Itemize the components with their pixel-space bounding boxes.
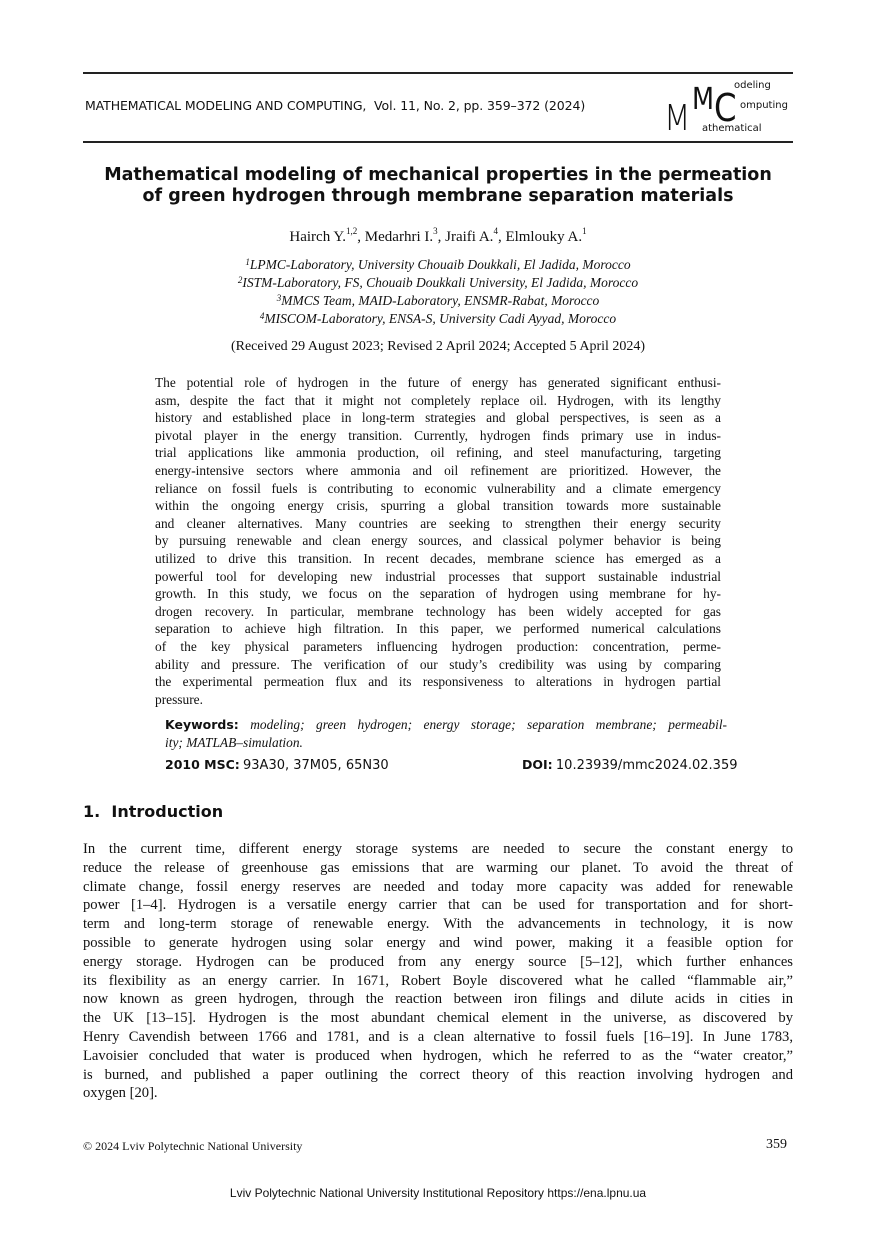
introduction-body <box>83 840 793 1103</box>
author-name: Jraifi A. <box>445 229 494 245</box>
msc-label: 2010 MSC: <box>165 757 240 772</box>
affiliation <box>83 310 793 328</box>
section-number: 1. <box>83 802 101 821</box>
affiliation <box>83 274 793 292</box>
doi-link[interactable]: 10.23939/mmc2024.02.359 <box>555 758 738 773</box>
logo-text: athematical <box>702 123 762 134</box>
author-name: Hairch Y. <box>289 229 347 245</box>
logo-letter: C <box>714 86 737 130</box>
header-rule-bottom <box>83 141 793 143</box>
author-affiliation-mark: 1,2 <box>346 226 358 236</box>
submission-dates: (Received 29 August 2023; Revised 2 April 2024; Accepted 5 April 2024) <box>230 339 646 354</box>
text-line: the UK [13–15]. Hydrogen is the most abundant chemical element in the universe, as discovered by <box>83 1010 793 1027</box>
logo-text: omputing <box>740 100 788 111</box>
title-line: of green hydrogen through membrane separation materials <box>142 186 734 206</box>
text-line: reliance on fossil fuels is contributing to economic vulnerability and a climate emergency <box>155 480 721 496</box>
text-line: asm, despite the fact that it might not completely replace oil. Hydrogen, with its lengthy <box>155 392 721 408</box>
text-line: growth. In this study, we focus on the separation of hydrogen using membrane for hy- <box>155 586 721 602</box>
text-line: ability and pressure. The verification of our study’s credibility was using by comparing <box>155 656 721 672</box>
affiliation-mark: 1 <box>245 257 250 267</box>
doi <box>522 757 738 773</box>
affiliation-mark: 2 <box>237 275 243 285</box>
logo-letter: M <box>664 98 691 139</box>
author-affiliation-mark: 1 <box>582 226 587 236</box>
author-name: Medarhri I. <box>364 229 434 245</box>
title-line: Mathematical modeling of mechanical properties in the permeation <box>104 165 772 185</box>
section-title: Introduction <box>111 802 224 821</box>
logo-letter: M <box>692 82 715 117</box>
author-list: Hairch Y.$^{1,2}$, Medarhri I.$^3$, Jraifi A.$^4$, Elmlouky A.$^1$ <box>289 226 587 245</box>
msc-classification <box>165 757 389 773</box>
copyright: © 2024 Lviv Polytechnic National University <box>83 1139 303 1153</box>
text-line: utilized to drive this transition. In recent decades, membrane science has emerged as a <box>155 550 721 566</box>
affiliation <box>83 292 793 310</box>
text-line: trial applications like ammonia production, oil refining, and steel manufacturing, targeting <box>155 445 721 461</box>
affiliation-text: LPMC-Laboratory, University Chouaib Doukkali, El Jadida, Morocco <box>249 257 631 272</box>
text-line: power [1–4]. Hydrogen is a versatile energy carrier that can be used for transportation and for short- <box>83 897 793 914</box>
doi-label: DOI: <box>522 757 553 772</box>
text-line: powerful tool for developing new industrial processes that support sustainable industrial <box>155 568 721 584</box>
text-line: by pursuing renewable and clean energy sources, and classical polymer behavior is being <box>155 533 721 549</box>
text-line: now known as green hydrogen, through the reaction between iron filings and dilute acids in cities in <box>83 991 793 1008</box>
text-line: the experimental permeation flux and its responsiveness to alterations in hydrogen partial <box>155 674 721 690</box>
text-line: possible to generate hydrogen using solar energy and wind power, making it a feasible option for <box>83 934 793 951</box>
text-line: is burned, and published a paper outlining the correct theory of this reaction involving hydrogen and <box>83 1066 793 1083</box>
author-affiliation-mark: 4 <box>493 226 498 236</box>
text-line: within the ongoing energy crisis, spurring a global transition towards more sustainable <box>155 498 721 514</box>
header-rule-top <box>83 72 793 74</box>
text-line: drogen recovery. In particular, membrane technology has been widely accepted for gas <box>155 603 721 619</box>
affiliations <box>83 256 793 328</box>
text-line: reduce the release of greenhouse gas emissions that are warming our planet. To avoid the threat of <box>83 859 793 876</box>
text-line: and cleaner alternatives. Many countries are seeking to strengthen their energy security <box>155 515 721 531</box>
keywords <box>165 716 727 752</box>
author-affiliation-mark: 3 <box>433 226 438 236</box>
text-line: pivotal player in the energy transition. Currently, hydrogen finds primary use in indus- <box>155 427 721 443</box>
text-line: of the key physical parameters influencing hydrogen production: concentration, perme- <box>155 638 721 654</box>
repository-footer: Lviv Polytechnic National University Institutional Repository https://ena.lpnu.ua <box>229 1186 647 1200</box>
journal-logo <box>664 80 794 140</box>
affiliation-text: ISTM-Laboratory, FS, Chouaib Doukkali University, El Jadida, Morocco <box>242 275 639 290</box>
text-line: history and established place in long-term strategies and global perspectives, is seen as a <box>155 410 721 426</box>
logo-text: odeling <box>734 80 771 91</box>
text-line: energy storage. Hydrogen can be produced from any energy source [5–12], which further enhances <box>83 953 793 970</box>
author-name: Elmlouky A. <box>505 229 583 245</box>
text-line: oxygen [20]. <box>83 1085 158 1102</box>
text-line: Lavoisier concluded that water is produced when hydrogen, which he referred to as the “water creator,” <box>83 1047 793 1064</box>
text-line: energy-intensive sectors where ammonia and oil refinement are prioritized. However, the <box>155 462 721 478</box>
paper-title <box>83 165 793 207</box>
text-line: climate change, fossil energy reserves are needed and today more capacity was added for renewable <box>83 878 793 895</box>
keywords-text: modeling; green hydrogen; energy storage; separation membrane; permeabil- <box>250 717 727 732</box>
text-line: Henry Cavendish between 1766 and 1781, and is a clean alternative to fossil fuels [16–19]. In June 1783, <box>83 1028 793 1045</box>
affiliation-mark: 4 <box>259 311 265 321</box>
text-line: separation to achieve high filtration. In this paper, we performed numerical calculations <box>155 621 721 637</box>
text-line: The potential role of hydrogen in the future of energy has generated significant enthusi- <box>155 375 721 390</box>
text-line: pressure. <box>155 691 203 707</box>
affiliation-text: MISCOM-Laboratory, ENSA-S, University Cadi Ayyad, Morocco <box>264 311 617 326</box>
text-line: In the current time, different energy storage systems are needed to secure the constant energy to <box>83 841 793 857</box>
affiliation-mark: 3 <box>276 293 282 303</box>
section-heading <box>83 802 223 821</box>
keywords-label: Keywords: <box>165 717 239 732</box>
running-header <box>85 98 585 113</box>
journal-volume: Vol. 11, No. 2, pp. 359–372 (2024) <box>374 98 586 113</box>
text-line: its flexibility as an energy carrier. In 1671, Robert Boyle discovered what he called “flammable air,” <box>83 972 793 989</box>
journal-name: MATHEMATICAL MODELING AND COMPUTING, <box>85 98 367 113</box>
text-line: term and long-term storage of renewable energy. With the advancements in technology, it is now <box>83 916 793 933</box>
affiliation-text: MMCS Team, MAID-Laboratory, ENSMR-Rabat, Morocco <box>281 293 600 308</box>
affiliation <box>83 256 793 274</box>
keywords-text: ity; MATLAB–simulation. <box>165 735 303 750</box>
abstract <box>155 374 721 708</box>
page-number: 359 <box>766 1137 787 1152</box>
msc-value: 93A30, 37M05, 65N30 <box>243 758 389 773</box>
